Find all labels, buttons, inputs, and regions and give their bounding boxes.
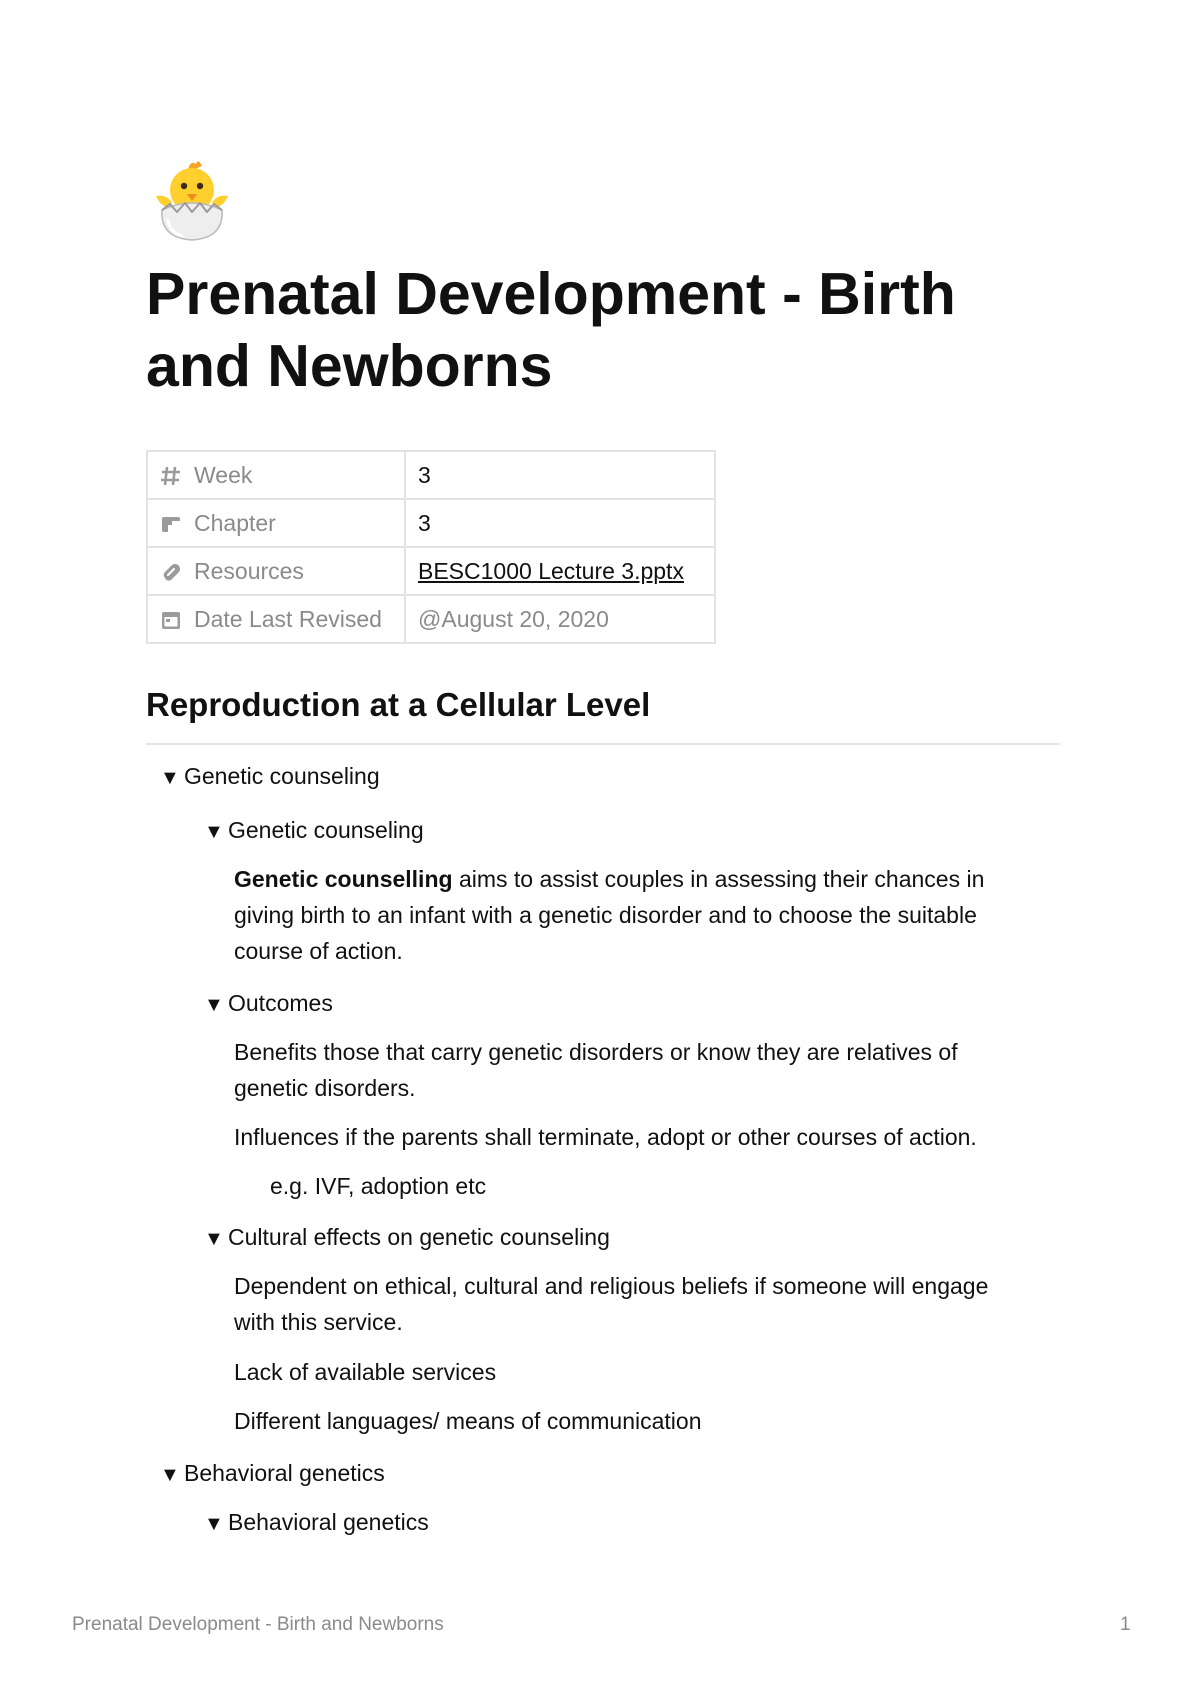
outcomes-example: e.g. IVF, adoption etc [270,1173,487,1199]
property-row-chapter [147,499,715,547]
toggle-label: Behavioral genetics [228,1509,429,1535]
toggle-genetic-counseling-sub[interactable] [204,812,424,850]
property-row-date [147,595,715,643]
toggle-open-icon[interactable]: ▼ [204,994,224,1016]
toggle-open-icon[interactable]: ▼ [160,1464,180,1486]
toggle-label: Outcomes [228,990,333,1016]
property-key [147,547,405,595]
property-row-week [147,451,715,499]
property-value[interactable]: 3 [405,451,715,499]
cultural-languages: Different languages/ means of communication [234,1408,702,1434]
definition-term: Genetic counselling [234,866,453,892]
cultural-lack: Lack of available services [234,1359,497,1385]
toggle-label: Behavioral genetics [184,1460,385,1486]
heading-divider [146,743,1060,745]
hatching-chick-icon [152,156,232,242]
toggle-genetic-counseling[interactable] [160,758,380,796]
toggle-label: Genetic counseling [228,817,424,843]
property-key-label: Chapter [194,509,276,536]
outcomes-influence: Influences if the parents shall terminate, adopt or other courses of action. [234,1124,977,1150]
footer-title: Prenatal Development - Birth and Newborns [72,1614,444,1635]
toggle-behavioral-genetics-sub[interactable] [204,1504,429,1542]
property-row-resources [147,547,715,595]
property-value[interactable]: @August 20, 2020 [405,595,715,643]
definition-line-1 [234,861,984,897]
footer-page-number: 1 [1120,1614,1131,1635]
toggle-open-icon[interactable]: ▼ [204,1228,224,1250]
property-key-label: Week [194,461,253,488]
number-icon [160,465,182,487]
toggle-open-icon[interactable]: ▼ [204,1513,224,1535]
outcomes-line-2: genetic disorders. [234,1075,416,1101]
definition-line-3: course of action. [234,938,403,964]
definition-text: aims to assist couples in assessing their chances in [458,866,985,892]
toggle-cultural-effects[interactable] [204,1219,610,1257]
property-value[interactable]: 3 [405,499,715,547]
property-key [147,451,405,499]
property-key-label: Resources [194,557,304,584]
definition-line-2: giving birth to an infant with a genetic disorder and to choose the suitable [234,902,977,928]
toggle-open-icon[interactable]: ▼ [204,821,224,843]
resource-file-link[interactable]: BESC1000 Lecture 3.pptx [418,557,684,584]
property-key [147,595,405,643]
section-heading: Reproduction at a Cellular Level [146,686,651,723]
toggle-label: Cultural effects on genetic counseling [228,1224,610,1250]
toggle-outcomes[interactable] [204,985,333,1023]
attachment-icon [160,561,182,583]
properties-table [146,450,716,644]
calendar-icon [160,609,182,631]
property-value [405,547,715,595]
toggle-behavioral-genetics[interactable] [160,1455,385,1493]
page-title: Prenatal Development - Birth and Newborns [146,261,956,399]
cultural-line-1: Dependent on ethical, cultural and religious beliefs if someone will engage [234,1273,989,1299]
select-icon [160,513,182,535]
toggle-open-icon[interactable]: ▼ [160,767,180,789]
outcomes-line-1: Benefits those that carry genetic disorders or know they are relatives of [234,1039,958,1065]
toggle-label: Genetic counseling [184,763,380,789]
property-key-label: Date Last Revised [194,605,382,632]
cultural-line-2: with this service. [234,1309,403,1335]
property-key [147,499,405,547]
